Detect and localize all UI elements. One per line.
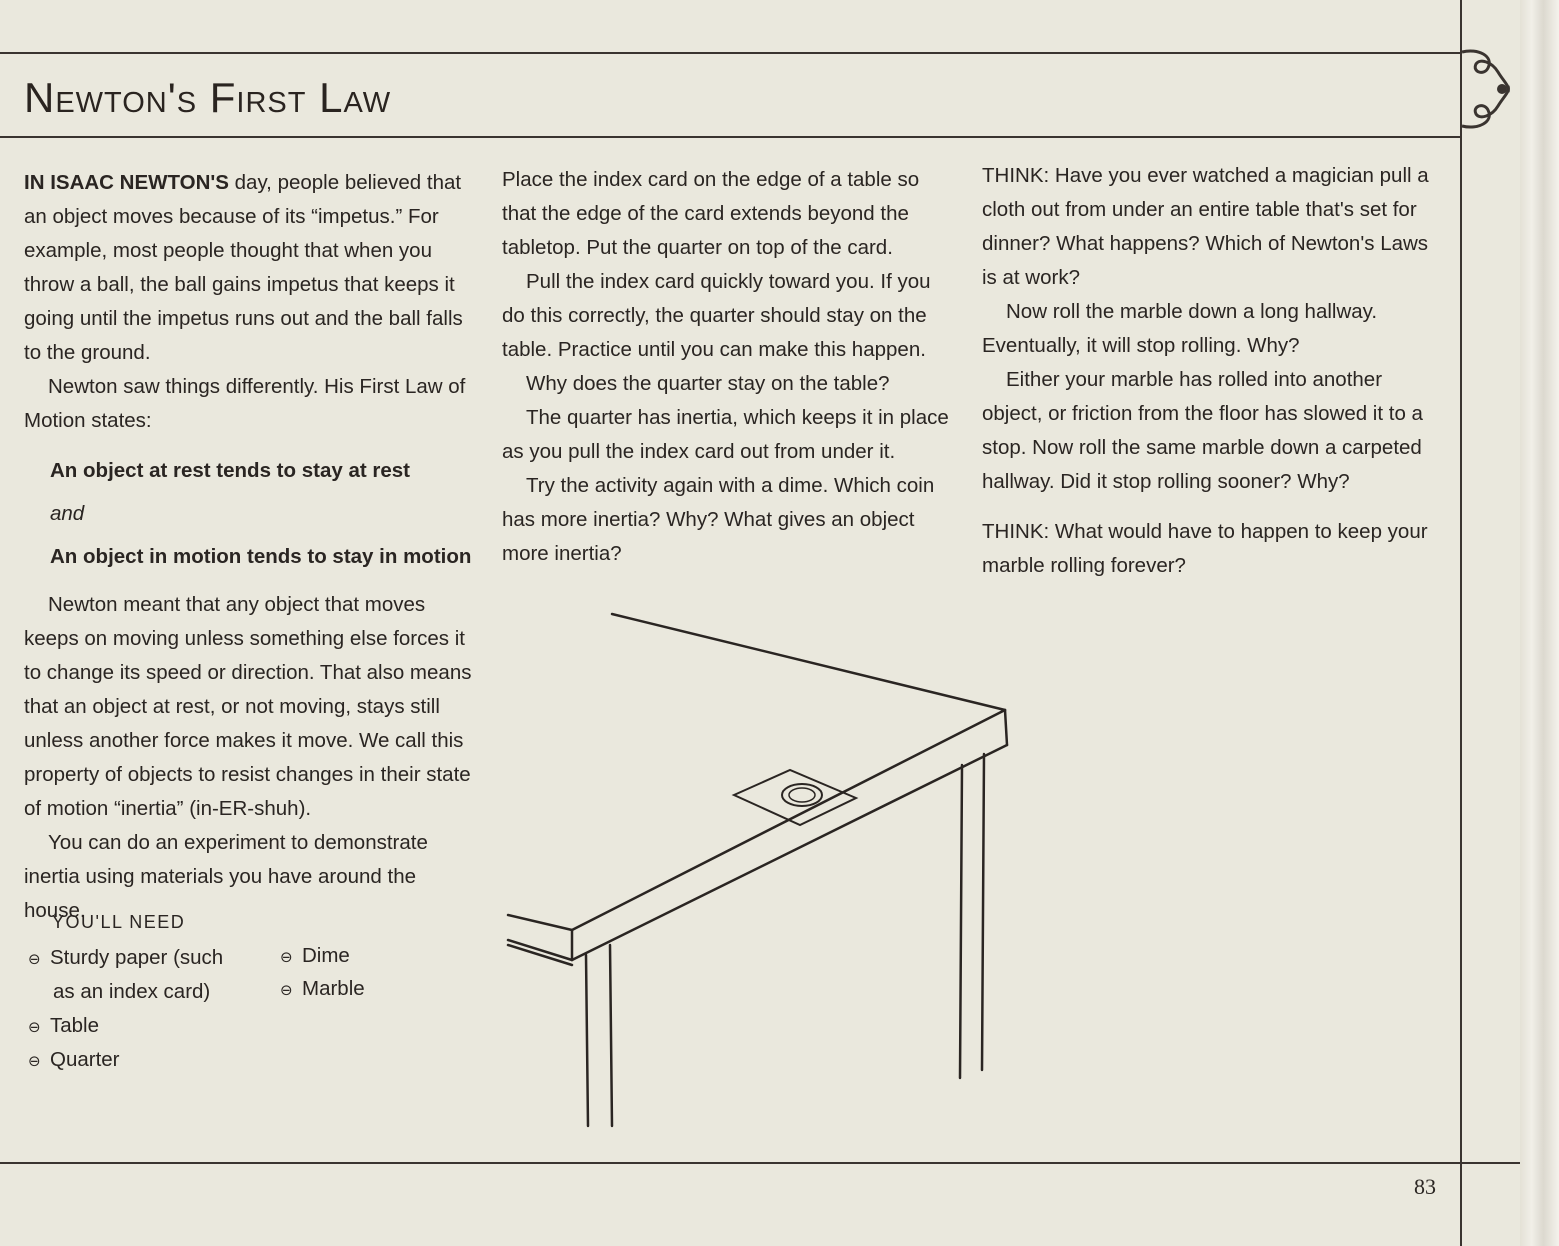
list-item — [28, 941, 223, 977]
list-item-label: Marble — [302, 977, 365, 1000]
paragraph: Newton saw things differently. His First Law of Motion states: — [24, 375, 466, 432]
footer-rule — [0, 1162, 1530, 1164]
paragraph: Either your marble has rolled into another object, or friction from the floor has slowed it to a stop. Now roll the same marble down a carpeted hallway. Did it stop rolling sooner? Why? — [982, 368, 1423, 493]
page-edge — [1520, 0, 1559, 1246]
top-rule — [0, 52, 1462, 54]
list-item — [28, 1043, 120, 1079]
header-bottom-rule — [0, 136, 1462, 138]
scroll-ornament-icon — [1458, 46, 1512, 137]
coin-bullet-icon: ⊖ — [28, 951, 41, 968]
list-item — [280, 939, 350, 975]
law-statement-rest: An object at rest tends to stay at rest — [50, 459, 410, 482]
coin-bullet-icon: ⊖ — [280, 982, 293, 999]
list-item-label: Table — [50, 1014, 100, 1037]
intro-body: day, people believed that an object moves because of its “impetus.” For example, most people thought that when you throw a ball, the ball gains impetus that keeps it going until the impetus runs out and the ball falls to the ground. — [24, 171, 463, 364]
paragraph: Newton meant that any object that moves keeps on moving unless something else forces it to change its speed or direction. That also means that an object at rest, or not moving, stays still unless another force makes it move. We call this property of objects to resist changes in their state of motion “inertia” (in-ER-shuh). — [24, 593, 472, 820]
table-illustration — [500, 600, 1020, 1140]
paragraph: Why does the quarter stay on the table? — [526, 372, 890, 395]
coin-bullet-icon: ⊖ — [280, 949, 293, 966]
paragraph: Now roll the marble down a long hallway. Eventually, it will stop rolling. Why? — [982, 300, 1378, 357]
quarter-coin — [782, 784, 822, 806]
column-left — [24, 166, 482, 928]
coin-bullet-icon: ⊖ — [28, 1053, 41, 1070]
paragraph: The quarter has inertia, which keeps it in place as you pull the index card out from under it. — [502, 406, 949, 463]
coin-bullet-icon: ⊖ — [28, 1019, 41, 1036]
think-prompt: THINK: Have you ever watched a magician pull a cloth out from under an entire table that's set for dinner? What happens? Which of Newton's Laws is at work? — [982, 164, 1429, 289]
right-margin-rule — [1460, 0, 1462, 1246]
materials-heading: YOU'LL NEED — [52, 912, 186, 932]
law-statement-motion: An object in motion tends to stay in motion — [50, 545, 472, 568]
column-right — [982, 159, 1437, 583]
law-conjunction: and — [50, 502, 85, 525]
intro-lead: IN ISAAC NEWTON'S — [24, 171, 229, 194]
list-item-label: Dime — [302, 944, 350, 967]
page-number: 83 — [1414, 1174, 1436, 1199]
list-item — [28, 1009, 99, 1045]
page-title: Newton's First Law — [24, 74, 392, 121]
paragraph: Pull the index card quickly toward you. If you do this correctly, the quarter should stay on the table. Practice until you can make this happen. — [502, 270, 931, 361]
paragraph: You can do an experiment to demonstrate inertia using materials you have around the house. — [24, 831, 428, 922]
think-prompt: THINK: What would have to happen to keep your marble rolling forever? — [982, 520, 1428, 577]
list-item-continuation: as an index card) — [53, 980, 211, 1003]
paragraph: Place the index card on the edge of a table so that the edge of the card extends beyond the tabletop. Put the quarter on top of the card. — [502, 168, 920, 259]
list-item-label: Quarter — [50, 1048, 120, 1071]
paragraph: Try the activity again with a dime. Which coin has more inertia? Why? What gives an object more inertia? — [502, 474, 935, 565]
list-item-label: Sturdy paper (such — [50, 946, 224, 969]
list-item — [280, 972, 365, 1008]
column-middle — [502, 163, 957, 571]
intro-paragraph — [24, 166, 482, 370]
